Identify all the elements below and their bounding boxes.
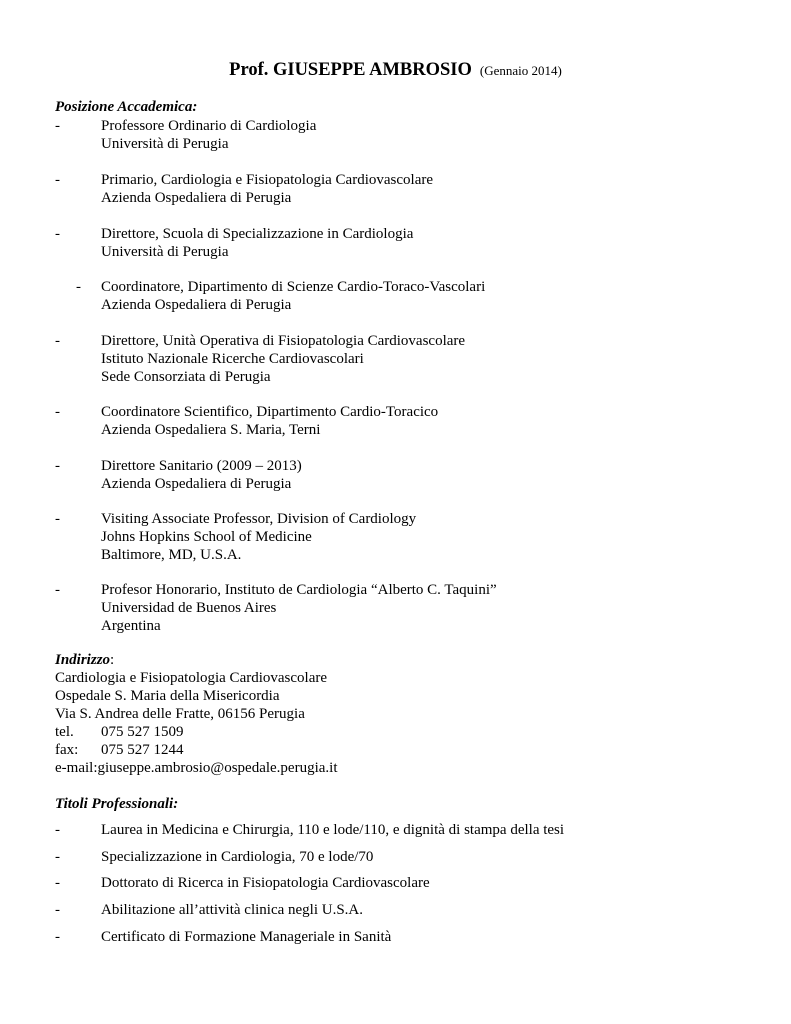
academic-entry — [101, 225, 413, 261]
academic-entry-line: Sede Consorziata di Perugia — [101, 369, 271, 385]
academic-entry-line: Johns Hopkins School of Medicine — [101, 529, 312, 545]
academic-entry — [101, 457, 302, 493]
document-date: (Gennaio 2014) — [479, 63, 562, 78]
academic-entry-line: Università di Perugia — [101, 136, 229, 152]
academic-entry-line: Coordinatore Scientifico, Dipartimento Cardio-Toracico — [101, 404, 439, 420]
page-title — [0, 59, 791, 82]
academic-entry — [101, 403, 438, 439]
academic-entry — [101, 332, 465, 386]
academic-entry-line: Argentina — [101, 618, 161, 634]
address-line: Cardiologia e Fisiopatologia Cardiovascolare — [55, 670, 328, 686]
phone-value: 075 527 1509 — [101, 724, 184, 740]
academic-entry — [101, 117, 316, 153]
academic-entry-line: Universidad de Buenos Aires — [101, 600, 277, 616]
academic-entry — [101, 278, 485, 314]
bullet-dash: - — [55, 875, 60, 891]
address-line: Via S. Andrea delle Fratte, 06156 Perugia — [55, 706, 305, 722]
academic-entry-line: Azienda Ospedaliera di Perugia — [101, 190, 292, 206]
academic-entry-line: Università di Perugia — [101, 244, 229, 260]
address-heading-label: Indirizzo — [55, 652, 111, 668]
academic-entry-line: Professore Ordinario di Cardiologia — [101, 118, 317, 134]
academic-entry-line: Direttore, Scuola di Specializzazione in Cardiologia — [101, 226, 414, 242]
academic-entry-line: Visiting Associate Professor, Division of Cardiology — [101, 511, 417, 527]
academic-entry-line: Azienda Ospedaliera di Perugia — [101, 476, 292, 492]
academic-entry-line: Primario, Cardiologia e Fisiopatologia Cardiovascolare — [101, 172, 434, 188]
academic-entry — [101, 510, 416, 564]
section-heading-address — [55, 651, 114, 669]
bullet-dash: - — [55, 822, 60, 838]
professional-title-item: Dottorato di Ricerca in Fisiopatologia Cardiovascolare — [101, 875, 430, 891]
bullet-dash: - — [55, 333, 60, 349]
address-line: Ospedale S. Maria della Misericordia — [55, 688, 280, 704]
professional-title-item: Abilitazione all’attività clinica negli U.S.A. — [101, 902, 364, 918]
bullet-dash: - — [55, 226, 60, 242]
section-heading-academic: Posizione Accademica: — [55, 99, 198, 115]
bullet-dash: - — [55, 511, 60, 527]
bullet-dash: - — [55, 404, 60, 420]
professional-title-item: Certificato di Formazione Manageriale in Sanità — [101, 929, 392, 945]
address-fax-row — [55, 741, 337, 759]
bullet-dash: - — [76, 279, 81, 295]
fax-label: fax: — [55, 742, 79, 758]
academic-entry-line: Profesor Honorario, Instituto de Cardiologia “Alberto C. Taquini” — [101, 582, 497, 598]
academic-entry-line: Direttore Sanitario (2009 – 2013) — [101, 458, 302, 474]
fax-value: 075 527 1244 — [101, 742, 184, 758]
academic-entry-line: Baltimore, MD, U.S.A. — [101, 547, 242, 563]
address-heading-colon: : — [110, 652, 115, 668]
bullet-dash: - — [55, 582, 60, 598]
academic-entry-line: Azienda Ospedaliera di Perugia — [101, 297, 292, 313]
academic-entry — [101, 171, 433, 207]
section-heading-titles: Titoli Professionali: — [55, 796, 179, 812]
academic-entry — [101, 581, 497, 635]
academic-entry-line: Coordinatore, Dipartimento di Scienze Cardio-Toraco-Vascolari — [101, 279, 486, 295]
bullet-dash: - — [55, 458, 60, 474]
address-phone-row — [55, 723, 337, 741]
phone-label: tel. — [55, 724, 74, 740]
bullet-dash: - — [55, 929, 60, 945]
address-email-row — [55, 759, 337, 777]
email-value[interactable]: giuseppe.ambrosio@ospedale.perugia.it — [97, 760, 338, 776]
academic-entry-line: Azienda Ospedaliera S. Maria, Terni — [101, 422, 321, 438]
bullet-dash: - — [55, 172, 60, 188]
bullet-dash: - — [55, 902, 60, 918]
address-block — [55, 669, 337, 777]
person-name: Prof. GIUSEPPE AMBROSIO — [229, 60, 472, 80]
academic-entry-line: Istituto Nazionale Ricerche Cardiovascolari — [101, 351, 364, 367]
bullet-dash: - — [55, 118, 60, 134]
academic-entry-line: Direttore, Unità Operativa di Fisiopatologia Cardiovascolare — [101, 333, 466, 349]
professional-title-item: Laurea in Medicina e Chirurgia, 110 e lode/110, e dignità di stampa della tesi — [101, 822, 565, 838]
email-label: e-mail: — [55, 760, 98, 776]
bullet-dash: - — [55, 849, 60, 865]
professional-title-item: Specializzazione in Cardiologia, 70 e lode/70 — [101, 849, 374, 865]
